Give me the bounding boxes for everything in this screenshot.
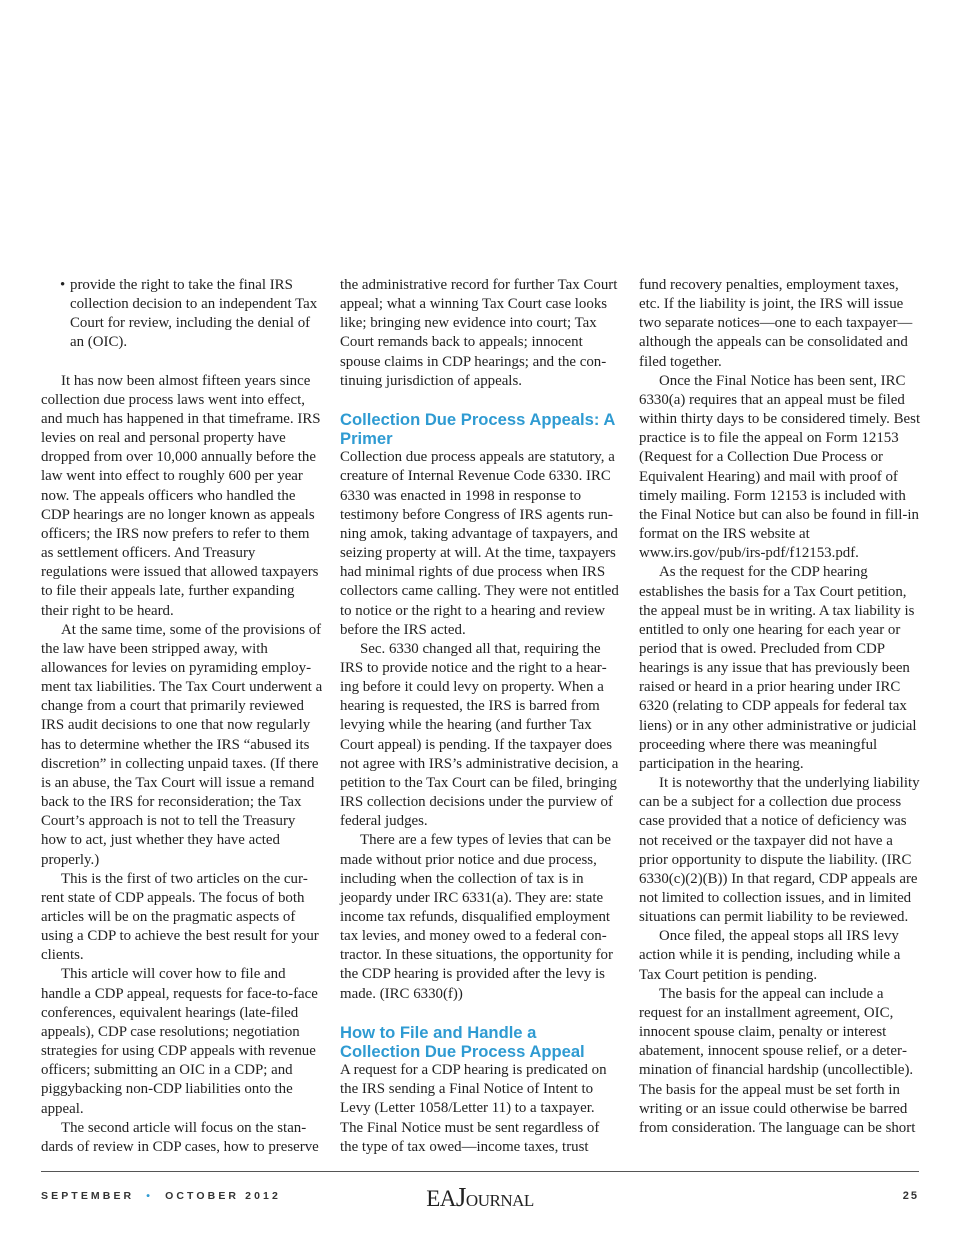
- paragraph: the administrative record for further Tax Court appeal; what a winning Tax Court case looks like; bringing new evidence into court; Tax Court remands back to appeals; innocent spouse claims in CDP hearings; and the continuing jurisdiction of appeals.: [340, 277, 618, 389]
- paragraph: It has now been almost fifteen years since collection due process laws went into effect, and much has happened in that timeframe. IRS levies on real and personal property have dropped from over 10,000 annually before the law went into effect to roughly 600 per year now. The appeals officers who handled the CDP hearings are no longer known as appeals officers; the IRS now prefers to refer to them as settlement officers. And Treasury regulations were issued that allowed taxpayers to file their appeals late, further expanding their right to be heard.: [41, 372, 321, 619]
- bullet-item: • provide the right to take the final IRS collection decision to an independent Tax Court for review, including the denial of an (OIC).: [41, 276, 323, 353]
- bullet-list: [41, 276, 323, 353]
- column-1: [41, 276, 323, 1157]
- logo-rest: OURNAL: [465, 1191, 534, 1210]
- paragraph: Collection due process appeals are statutory, a creature of Internal Revenue Code 6330. IRC 6330 was enacted in 1998 in response to testimony before Congress of IRS agents running amok, taking advantage of taxpayers, and seizing property at will. At the time, taxpayers had minimal rights of due process when IRS collectors came calling. They were not entitled to notice or the right to a hearing and review before the IRS acted.: [340, 449, 619, 638]
- paragraph: The second article will focus on the standards of review in CDP cases, how to preserve: [41, 1119, 319, 1155]
- logo-j: J: [455, 1182, 466, 1212]
- paragraph: There are a few types of levies that can be made without prior notice and due process, including when the collection of tax is in jeopardy under IRC 6331(a). They are: state income tax refunds, disqualified employment tax levies, and money owed to a federal contractor. In these situations, the opportunity for the CDP hearing is provided after the levy is made. (IRC 6330(f)): [340, 832, 613, 1002]
- column-3: [639, 276, 921, 1138]
- section-heading: How to File and Handle a Collection Due Process Appeal: [340, 1022, 585, 1061]
- paragraph: This article will cover how to file and handle a CDP appeal, requests for face-to-face conferences, equivalent hearings (late-filed appeals), CDP case resolutions; negotiation strategies for using CDP appeals with revenue officers; submitting an OIC in a CDP; and piggybacking non-CDP liabilities onto the appeal.: [41, 966, 318, 1117]
- paragraph: The basis for the appeal can include a request for an installment agreement, OIC, innocent spouse claim, penalty or interest abatement, innocent spouse relief, or a determination of financial hardship (uncollectible). The basis for the appeal must be set forth in writing or an issue could otherwise be barred from consideration. The language can be short: [639, 985, 916, 1136]
- paragraph: Once the Final Notice has been sent, IRC 6330(a) requires that an appeal must be filed within thirty days to be considered timely. Best practice is to file the appeal on Form 12153 (Request for a Collection Due Process or Equivalent Hearing) and mail with proof of timely mailing. Form 12153 is included with the Final Notice but can also be found in fill-in format on the IRS website at www.irs.gov/pub/irs-pdf/f12153.pdf.: [639, 372, 921, 562]
- footer-rule: [41, 1171, 919, 1172]
- issue-month-2: OCTOBER: [165, 1190, 240, 1202]
- paragraph: At the same time, some of the provisions of the law have been stripped away, with allowances for levies on pyramiding employment tax liabilities. The Tax Court underwent a change from a court that primarily reviewed IRS audit decisions to one that now regularly has to determine whether the IRS “abused its discretion” in collecting unpaid taxes. (If there is an abuse, the Tax Court will issue a remand back to the IRS for reconsideration; the Tax Court’s approach is not to tell the Treasury how to act, just whether they have acted properly.): [41, 621, 323, 868]
- date-separator: •: [146, 1190, 154, 1202]
- paragraph: It is noteworthy that the underlying liability can be a subject for a collection due process case provided that a notice of deficiency was not received or the taxpayer did not have a prior opportunity to dispute the liability. (IRC 6330(c)(2)(B)) In that regard, CDP appeals are not limited to collection issues, and in limited situations can permit liability to be reviewed.: [639, 775, 920, 926]
- section-heading: Collection Due Process Appeals: A Primer: [340, 409, 615, 449]
- issue-date: [41, 1190, 281, 1202]
- page-number: 25: [902, 1190, 919, 1202]
- paragraph: Sec. 6330 changed all that, requiring the IRS to provide notice and the right to a hearing before it could levy on property. When a hearing is requested, the IRS is barred from levying while the hearing (and further Tax Court appeal) is pending. If the taxpayer does not agree with IRS’s administrative decision, a petition to the Tax Court can be filed, bringing IRS collection decisions under the purview of federal judges.: [340, 640, 619, 830]
- issue-year: 2012: [245, 1190, 281, 1202]
- paragraph: As the request for the CDP hearing establishes the basis for a Tax Court petition, the appeal must be in writing. A tax liability is entitled to only one hearing for each year or period that is owed. Precluded from CDP hearings is any issue that has previously been raised or heard in a prior hearing under IRC 6320 (relating to CDP appeals for federal tax liens) or in any other administrative or judicial proceeding where there was meaningful participation in the hearing.: [639, 564, 917, 772]
- paragraph: fund recovery penalties, employment taxes, etc. If the liability is joint, the IRS will issue two separate notices—one to each taxpayer—although the appeals can be consolidated and filed together.: [639, 277, 913, 370]
- paragraph: This is the first of two articles on the current state of CDP appeals. The focus of both articles will be on the pragmatic aspects of using a CDP to achieve the best result for your clients.: [41, 870, 319, 964]
- column-2: [340, 276, 620, 1157]
- issue-month-1: SEPTEMBER: [41, 1190, 135, 1202]
- paragraph: A request for a CDP hearing is predicated on the IRS sending a Final Notice of Intent to Levy (Letter 1058/Letter 11) to a taxpayer. The Final Notice must be sent regardless of the type of tax owed—income taxes, trust: [340, 1062, 607, 1155]
- logo-ea: EA: [426, 1186, 456, 1211]
- ea-journal-logo: [420, 1182, 540, 1213]
- paragraph: Once filed, the appeal stops all IRS levy action while it is pending, including while a Tax Court petition is pending.: [639, 928, 901, 983]
